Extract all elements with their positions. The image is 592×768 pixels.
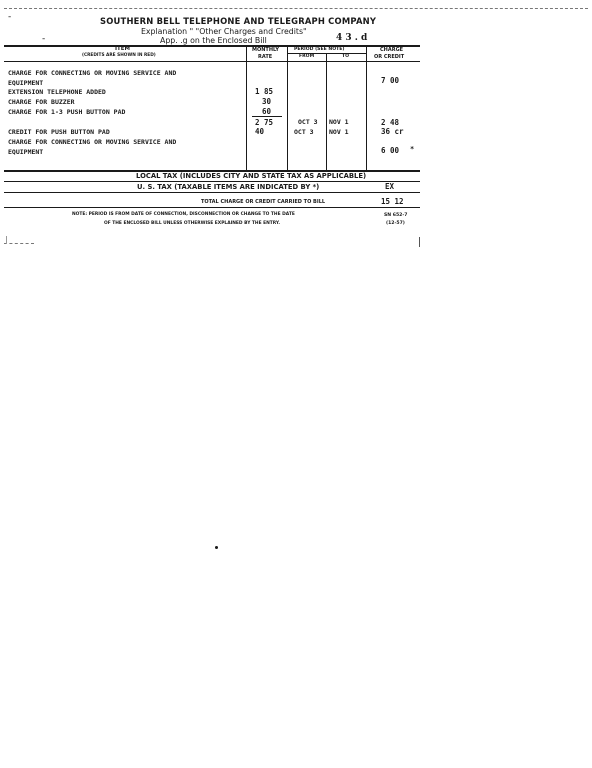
note-line: OF THE ENCLOSED BILL UNLESS OTHERWISE EXPLAINED BY THE ENTRY. [104, 221, 281, 226]
period-from: OCT 3 [298, 118, 318, 126]
rate-sum-rule [252, 116, 282, 117]
cut-line [4, 243, 34, 244]
period-from: OCT 3 [294, 128, 314, 136]
col-header-monthly: MONTHLY [252, 47, 280, 53]
company-name: SOUTHERN BELL TELEPHONE AND TELEGRAPH COMPANY [100, 16, 377, 26]
col-divider-from [287, 45, 288, 170]
note-line: NOTE: PERIOD IS FROM DATE OF CONNECTION, DISCONNECTION OR CHANGE TO THE DATE [72, 212, 295, 217]
total-rule [4, 207, 420, 208]
col-header-item: ITEM [115, 46, 131, 52]
charge-value: 7 00 [381, 76, 400, 85]
total-label: TOTAL CHARGE OR CREDIT CARRIED TO BILL [201, 199, 326, 205]
rate-value: 1 85 [255, 87, 274, 96]
item-line: CREDIT FOR PUSH BUTTON PAD [8, 128, 110, 136]
col-header-period: PERIOD (SEE NOTE) [294, 47, 345, 52]
col-divider-to [326, 53, 327, 170]
table-top-rule [4, 45, 420, 47]
edge-mark [419, 237, 420, 247]
item-line: CHARGE FOR 1-3 PUSH BUTTON PAD [8, 108, 126, 116]
col-header-item-sub: (CREDITS ARE SHOWN IN RED) [82, 53, 156, 58]
period-to: NOV 1 [329, 118, 349, 126]
local-tax-label: LOCAL TAX (INCLUDES CITY AND STATE TAX AS APPLICABLE) [136, 172, 367, 180]
col-header-from: FROM [299, 54, 315, 59]
explanation-line: Explanation " "Other Charges and Credits" [141, 27, 307, 36]
period-to: NOV 1 [329, 128, 349, 136]
charge-value: 36 cr [381, 127, 404, 136]
rate-value: 40 [255, 127, 265, 136]
item-line: CHARGE FOR BUZZER [8, 98, 75, 106]
page-mark: - [42, 34, 46, 44]
col-header-or-credit: OR CREDIT [374, 54, 405, 60]
us-tax-rule [4, 192, 420, 193]
charge-value: 2 48 [381, 118, 400, 127]
rate-value: 30 [262, 97, 272, 106]
rate-value: 2 75 [255, 118, 274, 127]
page-mark: - [8, 12, 12, 22]
top-dashed-border [4, 8, 588, 9]
rate-value: 60 [262, 107, 272, 116]
handwritten-reference: 4 3 . d [336, 33, 368, 43]
header-bottom-rule [4, 61, 420, 62]
item-line: EXTENSION TELEPHONE ADDED [8, 88, 106, 96]
col-divider-rate [246, 45, 247, 170]
speck [215, 546, 218, 549]
col-header-to: TO [342, 54, 350, 59]
form-date: (12-57) [386, 221, 405, 226]
bill-reference-line: App. .g on the Enclosed Bill [160, 36, 267, 45]
us-tax-value: EX [385, 182, 395, 191]
total-value: 15 12 [381, 197, 404, 206]
col-divider-charge [366, 45, 367, 170]
item-line: EQUIPMENT [8, 148, 44, 156]
col-header-charge: CHARGE [380, 47, 404, 53]
item-line: CHARGE FOR CONNECTING OR MOVING SERVICE AND [8, 138, 177, 146]
item-line: EQUIPMENT [8, 79, 44, 87]
item-line: CHARGE FOR CONNECTING OR MOVING SERVICE AND [8, 69, 177, 77]
charge-value: 6 00 [381, 146, 400, 155]
edge-mark [6, 236, 7, 244]
us-tax-label: U. S. TAX (TAXABLE ITEMS ARE INDICATED BY *) [137, 183, 320, 191]
col-header-rate: RATE [258, 54, 273, 60]
form-number: SN 652-7 [384, 213, 408, 218]
taxable-mark: * [410, 145, 415, 153]
local-tax-rule [4, 181, 420, 182]
